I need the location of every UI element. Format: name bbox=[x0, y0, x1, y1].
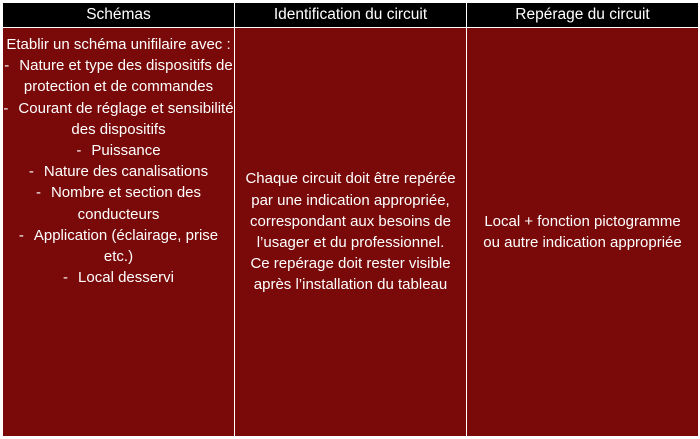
requirements-table-container bbox=[2, 2, 698, 437]
list-item bbox=[3, 98, 234, 140]
header-identification: Identification du circuit bbox=[235, 3, 467, 28]
list-item bbox=[3, 267, 234, 288]
cell-schemas bbox=[3, 28, 235, 437]
bullet-dash: - bbox=[4, 57, 10, 75]
list-item-text: Puissance bbox=[91, 142, 161, 160]
bullet-dash: - bbox=[28, 163, 34, 181]
list-item bbox=[3, 225, 234, 267]
list-item bbox=[3, 140, 234, 161]
header-row bbox=[3, 3, 699, 28]
schemas-intro: Etablir un schéma unifilaire avec : bbox=[6, 36, 231, 53]
list-item-text: Nature des canalisations bbox=[43, 163, 209, 181]
reperage-text: Local + fonction pictogramme ou autre indication appropriée bbox=[483, 212, 682, 251]
bullet-dash: - bbox=[76, 142, 82, 160]
bullet-dash: - bbox=[35, 184, 41, 202]
identification-paragraph-2: Ce repérage doit rester visible après l’installation du tableau bbox=[250, 255, 451, 294]
header-reperage: Repérage du circuit bbox=[467, 3, 699, 28]
list-item-text: Courant de réglage et sensibilité des dispositifs bbox=[18, 99, 234, 138]
identification-paragraph-1: Chaque circuit doit être repérée par une indication appropriée, correspondant aux besoins de l’usager et du professionnel. bbox=[245, 170, 456, 251]
bullet-dash: - bbox=[3, 99, 9, 117]
list-item bbox=[3, 182, 234, 224]
list-item bbox=[3, 161, 234, 182]
list-item-text: Application (éclairage, prise etc.) bbox=[33, 226, 219, 266]
header-schemas: Schémas bbox=[3, 3, 235, 28]
bullet-dash: - bbox=[18, 226, 24, 244]
list-item bbox=[3, 55, 234, 97]
bullet-dash: - bbox=[63, 269, 69, 287]
list-item-text: Local desservi bbox=[78, 269, 174, 287]
schemas-list bbox=[3, 55, 234, 288]
list-item-text: Nature et type des dispositifs de protection et de commandes bbox=[19, 57, 233, 96]
requirements-table bbox=[2, 2, 699, 437]
content-row bbox=[3, 28, 699, 437]
cell-reperage bbox=[467, 28, 699, 437]
cell-identification bbox=[235, 28, 467, 437]
list-item-text: Nombre et section des conducteurs bbox=[50, 184, 202, 223]
